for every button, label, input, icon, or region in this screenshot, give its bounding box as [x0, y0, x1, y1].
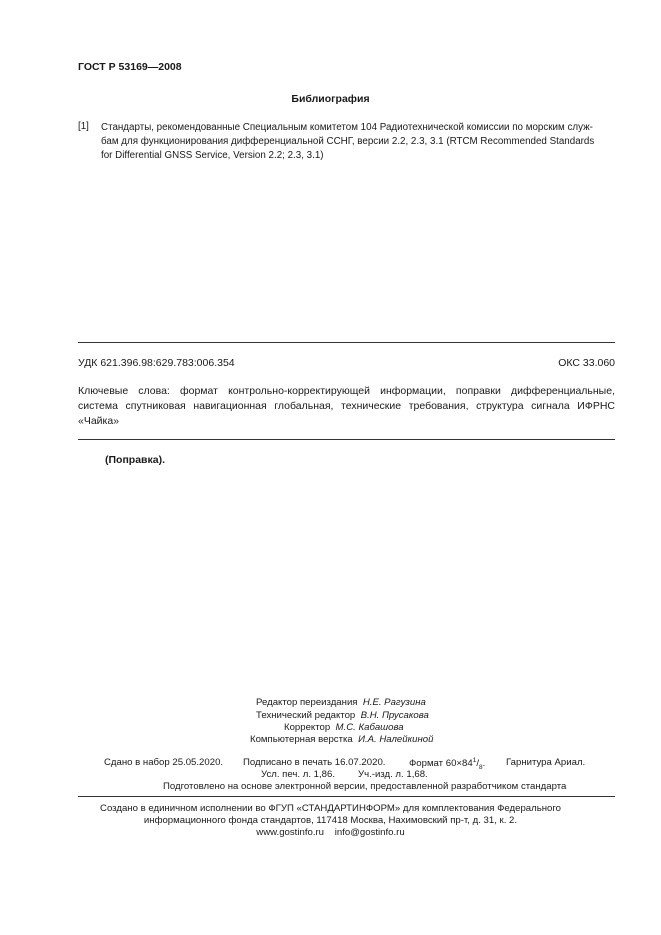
- staff-name: М.С. Кабашова: [335, 722, 404, 733]
- keywords-line: Ключевые слова: формат контрольно-корректирующей информации, поправки дифференциальные,: [78, 385, 615, 397]
- pub-signed-date: Подписано в печать 16.07.2020.: [243, 757, 386, 768]
- reference-line: Стандарты, рекомендованные Специальным комитетом 104 Радиотехнической комиссии по морским служ-: [101, 122, 593, 133]
- pub-edit-sheets: Уч.-изд. л. 1,68.: [358, 769, 428, 780]
- staff-role: Редактор переиздания: [256, 697, 358, 708]
- reference-line: for Differential GNSS Service, Version 2.2; 2.3, 3.1): [101, 150, 324, 161]
- divider-bottom: [78, 439, 615, 440]
- bibliography-title: Библиография: [291, 93, 370, 105]
- email-link[interactable]: info@gostinfo.ru: [334, 827, 405, 838]
- correction-note: (Поправка).: [105, 454, 166, 466]
- staff-name: Н.Е. Рагузина: [362, 697, 426, 708]
- keywords-block: [78, 384, 615, 429]
- pub-prepared-note: Подготовлено на основе электронной версии, предоставленной разработчиком стандарта: [163, 781, 567, 792]
- pub-format: Формат $60\times 84^1/_8$.: [409, 757, 486, 772]
- divider-top: [78, 342, 615, 343]
- website-link[interactable]: www.gostinfo.ru: [256, 827, 325, 838]
- footer-line-2: информационного фонда стандартов, 117418 Москва, Нахимовский пр-т, д. 31, к. 2.: [143, 815, 518, 826]
- staff-role: Технический редактор: [256, 710, 356, 721]
- pub-print-sheets: Усл. печ. л. 1,86.: [261, 769, 335, 780]
- document-id: ГОСТ Р 53169—2008: [78, 61, 182, 73]
- reference-text: [101, 121, 615, 163]
- staff-editor: [256, 697, 426, 708]
- keywords-line: «Чайка»: [78, 415, 120, 427]
- udk-code: УДК 621.396.98:629.783:006.354: [78, 357, 235, 369]
- reference-number: [1]: [78, 121, 89, 132]
- pub-typeset-date: Сдано в набор 25.05.2020.: [104, 757, 224, 768]
- staff-role: Компьютерная верстка: [250, 734, 353, 745]
- pub-typeface: Гарнитура Ариал.: [506, 757, 586, 768]
- reference-line: бам для функционирования дифференциальной ССНГ, версии 2.2, 2.3, 3.1 (RTCM Recommended Standards: [101, 136, 595, 147]
- staff-tech-editor: [256, 710, 429, 721]
- staff-name: В.Н. Прусакова: [360, 710, 429, 721]
- staff-name: И.А. Налейкиной: [358, 734, 434, 745]
- keywords-line: система спутниковая навигационная глобальная, технические требования, структура сигнала ИФРНС: [78, 400, 615, 412]
- footer-line-1: Создано в единичном исполнении во ФГУП «СТАНДАРТИНФОРМ» для комплектования Федерального: [100, 803, 561, 814]
- staff-proofreader: [284, 722, 404, 733]
- staff-layout: [250, 734, 433, 745]
- staff-role: Корректор: [284, 722, 331, 733]
- oks-code: ОКС 33.060: [558, 357, 615, 369]
- footer-contacts: [0, 827, 661, 838]
- divider-footer: [78, 796, 615, 797]
